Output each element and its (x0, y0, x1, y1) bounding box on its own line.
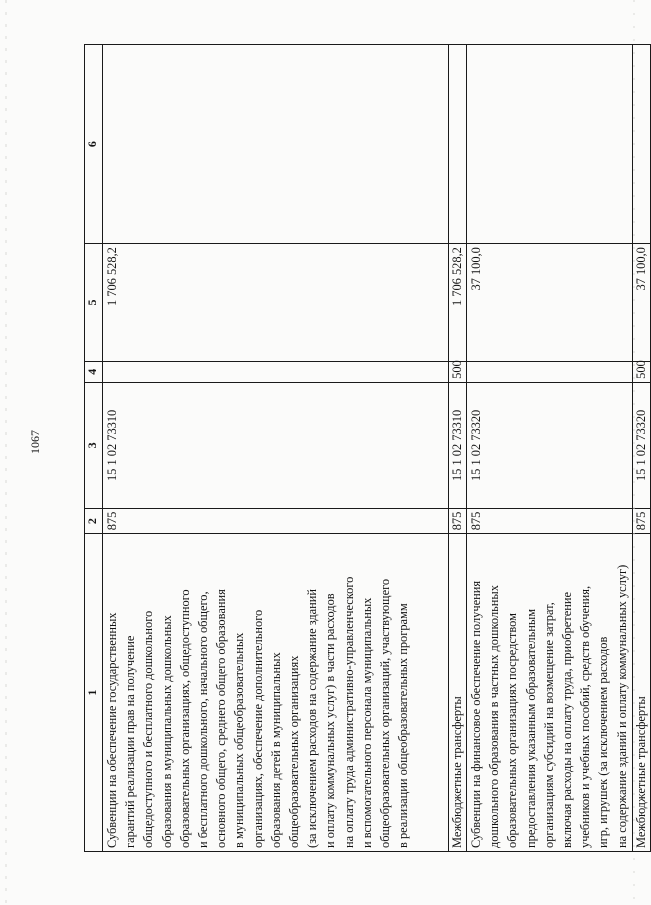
amount-cell: 37 100,0 (467, 244, 633, 362)
expense-type-cell: 500 (449, 361, 467, 382)
header-cell: 4 (85, 361, 103, 382)
col6-cell (633, 45, 651, 244)
header-cell: 5 (85, 244, 103, 362)
expense-name-cell: Межбюджетные трансферты (633, 534, 651, 852)
expense-name-cell: Субвенции на обеспечение государственных гарантий реализации прав на получение общедоступного и бесплатного дошкольного образования в муниципальных дошкольных образовательных организациях, общедоступного и бесплатного дошкольного, начального общего, основного общего, среднего общего образования в муниципальных общеобразовательных организациях, обеспечение дополнительного образования детей в муниципальных общеобразовательных организациях (за исключением расходов на содержание зданий и оплату коммунальных услуг) в части расходов на оплату труда административно-управленческого и вспомогательного персонала муниципальных общеобразовательных организаций, участвующего в реализации общеобразовательных программ (103, 534, 449, 852)
ministry-code-cell: 875 (633, 508, 651, 533)
table-row (467, 45, 633, 852)
expense-type-cell (103, 361, 449, 382)
budget-table (84, 44, 651, 852)
ministry-code-cell: 875 (467, 508, 633, 533)
target-code-cell: 15 1 02 73320 (467, 382, 633, 508)
ministry-code-cell: 875 (103, 508, 449, 533)
header-cell: 6 (85, 45, 103, 244)
expense-type-cell (467, 361, 633, 382)
target-code-cell: 15 1 02 73310 (449, 382, 467, 508)
expense-type-cell: 500 (633, 361, 651, 382)
col6-cell (449, 45, 467, 244)
table-row (103, 45, 449, 852)
header-cell: 3 (85, 382, 103, 508)
expense-name-cell: Субвенции на финансовое обеспечение получения дошкольного образования в частных дошкольных образовательных организациях посредством предоставления указанным образовательным организациям субсидий на возмещение затрат, включая расходы на оплату труда, приобретение учебников и учебных пособий, средств обучения, игр, игрушек (за исключением расходов на содержание зданий и оплату коммунальных услуг) (467, 534, 633, 852)
col6-cell (467, 45, 633, 244)
expense-name-cell: Межбюджетные трансферты (449, 534, 467, 852)
amount-cell: 1 706 528,2 (449, 244, 467, 362)
amount-cell: 37 100,0 (633, 244, 651, 362)
page-number: 1067 (28, 430, 42, 454)
table-row (633, 45, 651, 852)
table-row (449, 45, 467, 852)
target-code-cell: 15 1 02 73310 (103, 382, 449, 508)
ministry-code-cell: 875 (449, 508, 467, 533)
budget-table-frame (84, 44, 648, 852)
target-code-cell: 15 1 02 73320 (633, 382, 651, 508)
header-cell: 1 (85, 534, 103, 852)
col6-cell (103, 45, 449, 244)
table-header-row (85, 45, 103, 852)
amount-cell: 1 706 528,2 (103, 244, 449, 362)
header-cell: 2 (85, 508, 103, 533)
